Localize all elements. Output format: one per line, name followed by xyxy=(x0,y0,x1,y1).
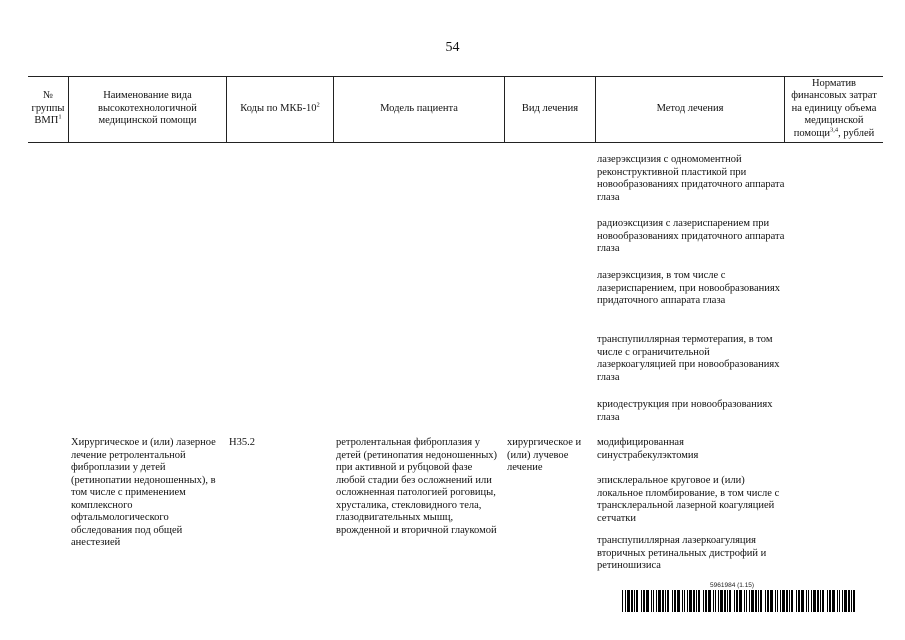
header-group-number: № группы ВМП$^1$ xyxy=(31,90,65,127)
method-item: эписклеральное круговое и (или) локальное пломбирование, в том числе с трансклеральной лазерной коагуляцией сетчатки xyxy=(597,475,780,524)
method-item: транспупиллярная термотерапия, в том числе с ограничительной лазеркоагуляцией при новообразованиях глаза xyxy=(597,334,780,383)
care-type-name: Хирургическое и (или) лазерное лечение ретролентальной фиброплазии у детей (ретинопатии недоношенных), в том числе с применением комплексного офтальмологического обследования под общей анестезией xyxy=(71,437,216,548)
header-patient-model: Модель пациента xyxy=(380,102,458,114)
method-item: транспупиллярная лазеркоагуляция вторичных ретинальных дистрофий и ретиношизиса xyxy=(597,535,767,571)
header-treatment-method: Метод лечения xyxy=(656,102,724,114)
patient-model: ретролентальная фиброплазия у детей (ретинопатия недоношенных) при активной и рубцовой фазе любой стадии без осложнений или осложненная патологией роговицы, хрусталика, стекловидного тела, глазодвигательных мышц, врожденной и вторичной глаукомой xyxy=(336,437,498,536)
method-item: модифицированная синустрабекулэктомия xyxy=(597,437,699,461)
method-item: лазерэксцизия, в том числе с лазериспарением, при новообразованиях придаточного аппарата глаза xyxy=(597,270,780,306)
header-icd-codes: Коды по МКБ-$10^2$ xyxy=(240,101,320,114)
barcode-icon xyxy=(622,590,856,612)
icd-code: H35.2 xyxy=(229,437,255,448)
header-treatment-type: Вид лечения xyxy=(521,102,579,114)
header-bottom-border xyxy=(28,142,883,143)
header-cost-standard: Норматив финансовых затрат на единицу объема медицинской помощи$^{3,4}$, рублей xyxy=(791,77,877,139)
method-item: радиоэксцизия с лазериспарением при новообразованиях придаточного аппарата глаза xyxy=(597,218,785,254)
page-number: 54 xyxy=(445,40,460,55)
method-item: криодеструкция при новообразованиях глаза xyxy=(597,399,773,423)
header-care-type: Наименование вида высокотехнологичной медицинской помощи xyxy=(98,90,197,127)
method-item: лазерэксцизия с одномоментной реконструктивной пластикой при новообразованиях придаточного аппарата глаза xyxy=(597,154,785,203)
treatment-type: хирургическое и (или) лучевое лечение xyxy=(507,437,582,473)
barcode-number: 5961984 (1.15) xyxy=(710,582,755,589)
